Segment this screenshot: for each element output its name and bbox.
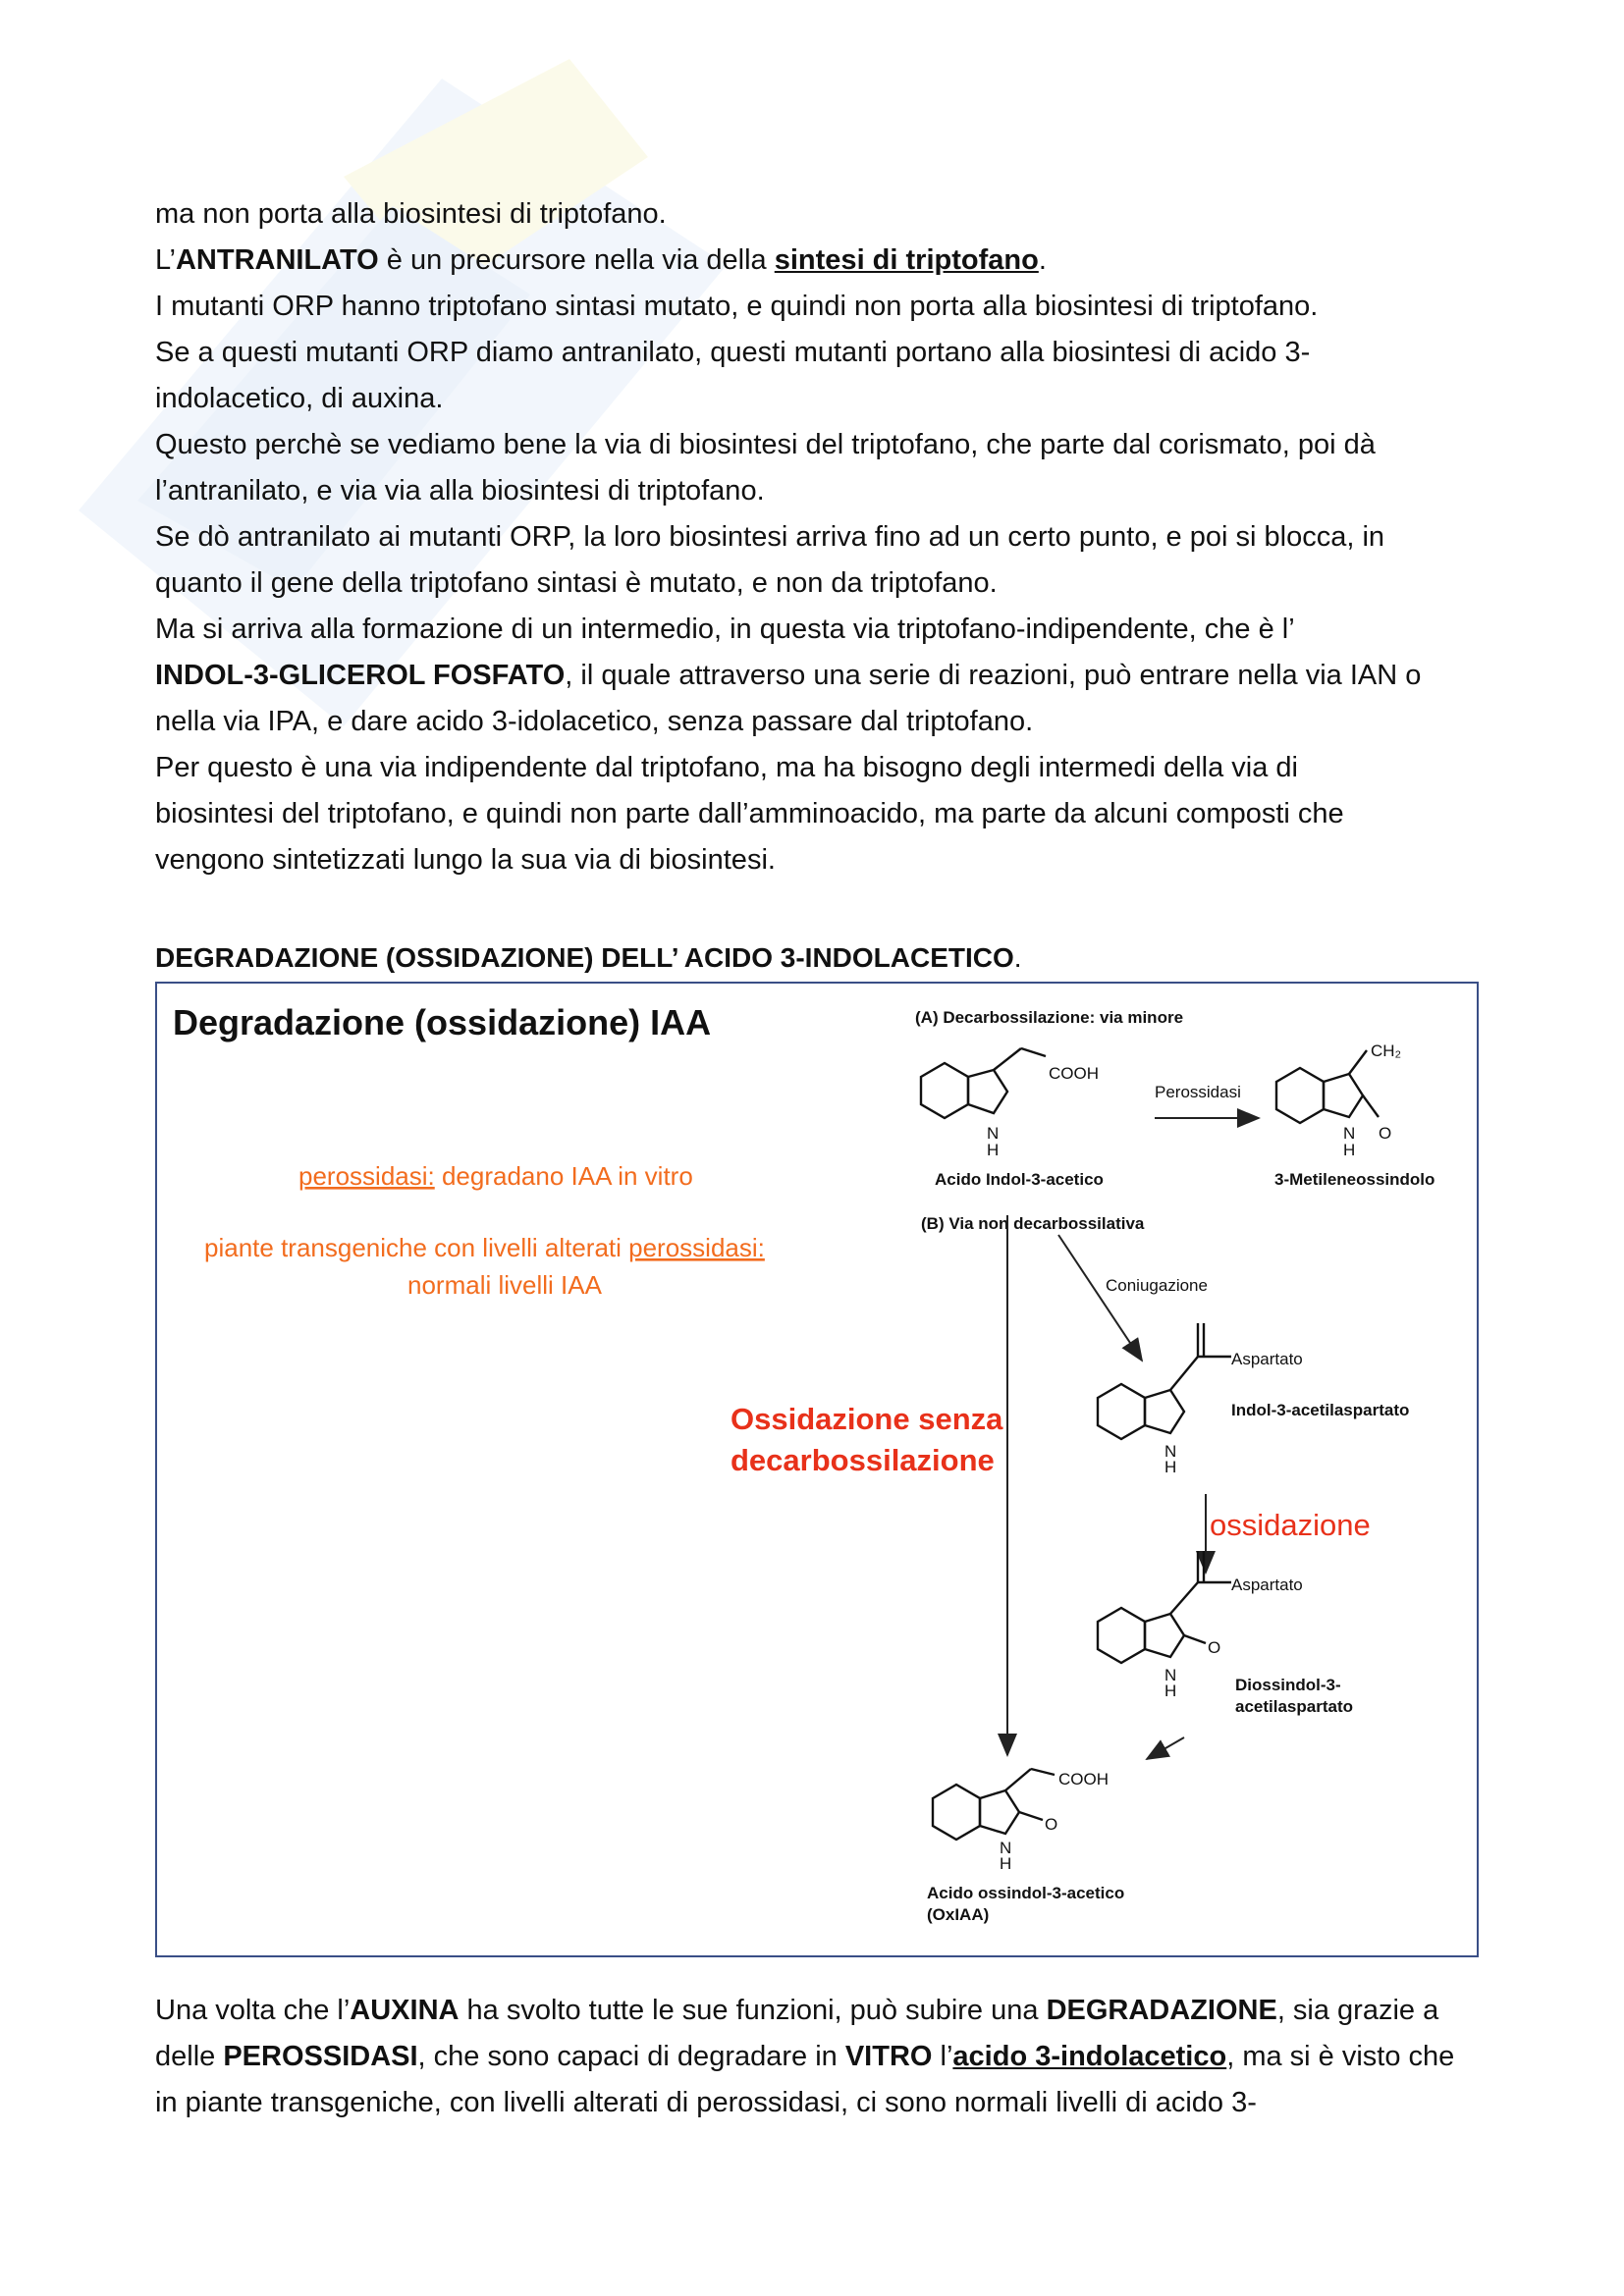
molecule-iaa [921, 1048, 1099, 1159]
svg-text:H: H [1000, 1854, 1012, 1873]
arrow-coniugazione-icon [1058, 1235, 1142, 1361]
note-transgeniche: piante transgeniche con livelli alterati perossidasi: [204, 1233, 765, 1262]
text-line: INDOL-3-GLICEROL FOSFATO, il quale attraverso una serie di reazioni, può entrare nella via IAN o [155, 660, 1422, 691]
svg-text:N: N [987, 1124, 1000, 1143]
molecule-indole-acetylaspartate [1098, 1323, 1303, 1476]
molecule-methylene-oxindole [1276, 1041, 1401, 1159]
label-methylene-oxindole: 3-Metileneossindolo [1274, 1170, 1435, 1189]
text-line: Questo perchè se vediamo bene la via di biosintesi del triptofano, che parte dal corismato, poi dà [155, 429, 1376, 460]
term-auxina: AUXINA [350, 1995, 460, 2026]
text-line: biosintesi del triptofano, e quindi non parte dall’amminoacido, ma parte da alcuni composti che [155, 798, 1344, 829]
text-line: Ma si arriva alla formazione di un intermedio, in questa via triptofano-indipendente, che è l’ [155, 614, 1295, 645]
term-antranilato: ANTRANILATO [175, 244, 379, 276]
svg-text:Aspartato: Aspartato [1231, 1575, 1303, 1594]
figure-title: Degradazione (ossidazione) IAA [173, 1002, 712, 1042]
text-line: I mutanti ORP hanno triptofano sintasi mutato, e quindi non porta alla biosintesi di triptofano. [155, 291, 1319, 322]
svg-text:O: O [1208, 1638, 1221, 1657]
text-line: nella via IPA, e dare acido 3-idolacetico, senza passare dal triptofano. [155, 706, 1034, 737]
svg-text:H: H [1164, 1682, 1177, 1700]
molecule-oxiaa [933, 1769, 1109, 1873]
note-normali-livelli: normali livelli IAA [407, 1270, 602, 1300]
term-degradazione: DEGRADAZIONE [1046, 1995, 1277, 2026]
text-line: L’ANTRANILATO è un precursore nella via della sintesi di triptofano. [155, 244, 1047, 276]
label-ossidazione: ossidazione [1210, 1508, 1371, 1542]
text-line: quanto il gene della triptofano sintasi è mutato, e non da triptofano. [155, 567, 998, 599]
svg-text:CH₂: CH₂ [1371, 1041, 1402, 1060]
svg-text:H: H [987, 1141, 1000, 1159]
label-oxiaa-line1: Acido ossindol-3-acetico [927, 1884, 1125, 1902]
svg-text:O: O [1379, 1124, 1392, 1143]
svg-text:N: N [1164, 1442, 1177, 1461]
term-sintesi-triptofano: sintesi di triptofano [774, 244, 1039, 276]
closing-paragraph [155, 1988, 1490, 2126]
svg-text:N: N [1164, 1666, 1177, 1684]
figure-drawing [157, 984, 1477, 1955]
intro-paragraphs [155, 191, 1490, 883]
text-line: in piante transgeniche, con livelli alterati di perossidasi, ci sono normali livelli di acido 3- [155, 2087, 1257, 2118]
svg-text:H: H [1164, 1458, 1177, 1476]
text-line: ma non porta alla biosintesi di triptofano. [155, 198, 667, 230]
label-oxiaa-line2: (OxIAA) [927, 1905, 990, 1924]
path-a-label: (A) Decarbossilazione: via minore [915, 1008, 1184, 1027]
path-b-label: (B) Via non decarbossilativa [921, 1214, 1145, 1233]
text-line: Per questo è una via indipendente dal triptofano, ma ha bisogno degli intermedi della via di [155, 752, 1298, 783]
term-indol-glicerol-fosfato: INDOL-3-GLICEROL FOSFATO [155, 660, 566, 691]
term-perossidasi: PEROSSIDASI [223, 2041, 418, 2072]
label-indole-acetylaspartate: Indol-3-acetilaspartato [1231, 1401, 1410, 1419]
text-line: Se a questi mutanti ORP diamo antranilato, questi mutanti portano alla biosintesi di acido 3- [155, 337, 1311, 368]
text-line: Se dò antranilato ai mutanti ORP, la loro biosintesi arriva fino ad un certo punto, e poi si blocca, in [155, 521, 1385, 553]
label-perossidasi: Perossidasi [1155, 1083, 1241, 1101]
arrow-to-oxiaa-icon [1147, 1737, 1184, 1759]
svg-text:O: O [1045, 1815, 1058, 1834]
label-dioxindole-line1: Diossindol-3- [1235, 1676, 1341, 1694]
iaa-degradation-figure [155, 982, 1479, 1957]
section-heading: DEGRADAZIONE (OSSIDAZIONE) DELL’ ACIDO 3-INDOLACETICO. [155, 942, 1022, 973]
label-coniugazione: Coniugazione [1106, 1276, 1208, 1295]
svg-text:Aspartato: Aspartato [1231, 1350, 1303, 1368]
note-perossidasi: perossidasi: degradano IAA in vitro [298, 1161, 693, 1191]
red-note-line1: Ossidazione senza [731, 1402, 1003, 1436]
svg-text:COOH: COOH [1058, 1770, 1109, 1789]
term-acido-indolacetico: acido 3-indolacetico [952, 2041, 1227, 2072]
svg-text:N: N [1000, 1839, 1012, 1857]
label-iaa: Acido Indol-3-acetico [935, 1170, 1104, 1189]
svg-text:N: N [1343, 1124, 1356, 1143]
label-dioxindole-line2: acetilaspartato [1235, 1697, 1353, 1716]
text-line: l’antranilato, e via via alla biosintesi di triptofano. [155, 475, 765, 507]
text-line: delle PEROSSIDASI, che sono capaci di degradare in VITRO l’acido 3-indolacetico, ma si è visto che [155, 2041, 1455, 2072]
red-note-line2: decarbossilazione [731, 1443, 995, 1477]
text-line: vengono sintetizzati lungo la sua via di biosintesi. [155, 844, 776, 876]
text-line: Una volta che l’AUXINA ha svolto tutte le sue funzioni, può subire una DEGRADAZIONE, sia grazie a [155, 1995, 1439, 2026]
svg-text:COOH: COOH [1049, 1064, 1099, 1083]
text-line: indolacetico, di auxina. [155, 383, 444, 414]
term-vitro: VITRO [844, 2041, 933, 2072]
svg-text:H: H [1343, 1141, 1356, 1159]
